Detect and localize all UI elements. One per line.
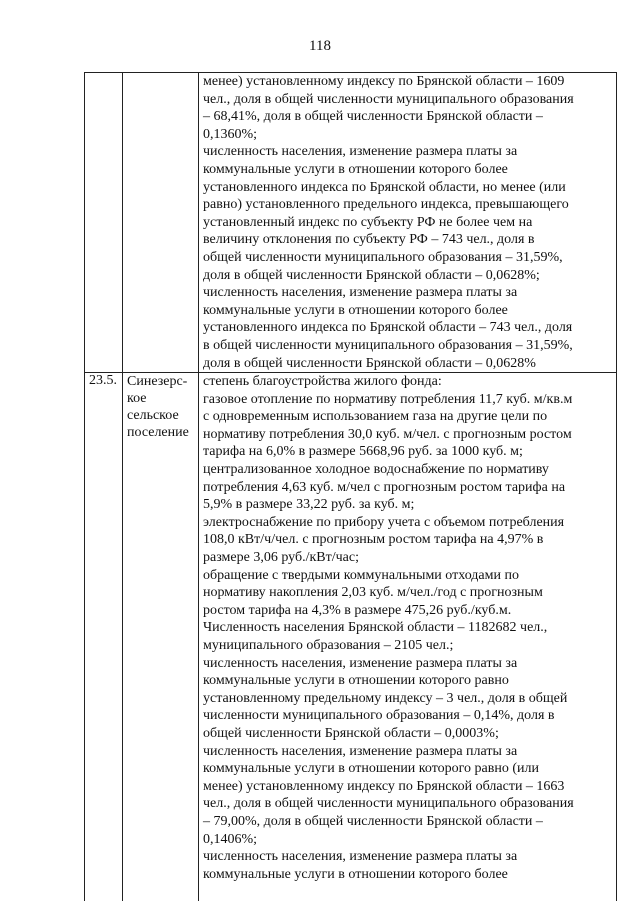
row-name-cell xyxy=(123,373,199,902)
row-number-cell xyxy=(85,73,123,373)
text-line: – 79,00%, доля в общей численности Брянской области – xyxy=(203,813,543,829)
text-line: численность населения, изменение размера платы за xyxy=(203,849,518,865)
text-line: установленного индекса по Брянской области, но менее (или xyxy=(203,179,566,195)
document-table xyxy=(84,72,617,901)
row-number-cell: 23.5. xyxy=(85,373,123,902)
text-line: поселение xyxy=(127,425,189,441)
text-line: менее) установленному индексу по Брянской области – 1609 xyxy=(203,74,565,89)
text-line: численность населения, изменение размера платы за xyxy=(203,655,518,671)
text-line: установленного индекса по Брянской области – 743 чел., доля xyxy=(203,320,573,336)
text-line: в общей численности муниципального образования – 31,59%, xyxy=(203,337,573,353)
text-line: численность населения, изменение размера платы за xyxy=(203,743,518,759)
text-line: чел., доля в общей численности муниципального образования xyxy=(203,91,574,107)
text-line: коммунальные услуги в отношении которого более xyxy=(203,866,508,882)
text-line: коммунальные услуги в отношении которого более xyxy=(203,161,508,177)
table-row xyxy=(85,373,617,902)
text-line: менее) установленному индексу по Брянской области – 1663 xyxy=(203,778,565,794)
text-line: 5,9% в размере 33,22 руб. за куб. м; xyxy=(203,497,415,513)
text-line: коммунальные услуги в отношении которого более xyxy=(203,302,508,318)
text-line: Синезерс- xyxy=(127,374,188,390)
text-line: Численность населения Брянской области – 1182682 чел., xyxy=(203,620,548,636)
text-line: 108,0 кВт/ч/чел. с прогнозным ростом тарифа на 4,97% в xyxy=(203,532,544,548)
text-line: потребления 4,63 куб. м/чел с прогнозным ростом тарифа на xyxy=(203,479,566,495)
text-line: – 68,41%, доля в общей численности Брянской области – xyxy=(203,109,543,125)
text-line: доля в общей численности Брянской области – 0,0628% xyxy=(203,355,536,371)
text-line: размере 3,06 руб./кВт/час; xyxy=(203,550,359,566)
text-line: численность населения, изменение размера платы за xyxy=(203,285,518,301)
text-line: установленный индекс по субъекту РФ не более чем на xyxy=(203,214,533,230)
text-line: общей численности муниципального образования – 31,59%, xyxy=(203,249,563,265)
text-line: степень благоустройства жилого фонда: xyxy=(203,374,442,390)
text-line: 0,1406%; xyxy=(203,831,258,847)
text-line: 0,1360%; xyxy=(203,126,258,142)
text-line: установленному предельному индексу – 3 чел., доля в общей xyxy=(203,690,568,706)
text-line: централизованное холодное водоснабжение по нормативу xyxy=(203,462,549,478)
text-line: коммунальные услуги в отношении которого равно (или xyxy=(203,761,539,777)
text-line: ростом тарифа на 4,3% в размере 475,26 руб./куб.м. xyxy=(203,602,512,618)
text-line: чел., доля в общей численности муниципального образования xyxy=(203,796,574,812)
table-row xyxy=(85,73,617,373)
text-line: муниципального образования – 2105 чел.; xyxy=(203,638,454,653)
text-line: равно) установленного предельного индекса, превышающего xyxy=(203,197,569,213)
text-line: доля в общей численности Брянской области – 0,0628%; xyxy=(203,267,540,283)
text-line: нормативу накопления 2,03 куб. м/чел./год с прогнозным xyxy=(203,585,543,601)
page-number: 118 xyxy=(309,38,331,54)
text-line: нормативу потребления 30,0 куб. м/чел. с прогнозным ростом xyxy=(203,426,572,442)
text-line: электроснабжение по прибору учета с объемом потребления xyxy=(203,514,565,530)
text-line: коммунальные услуги в отношении которого равно xyxy=(203,673,509,689)
text-line: с одновременным использованием газа на другие цели по xyxy=(203,409,548,425)
text-line: общей численности Брянской области – 0,0003%; xyxy=(203,725,499,741)
text-line: тарифа на 6,0% в размере 5668,96 руб. за 1000 куб. м; xyxy=(203,444,523,460)
text-line: обращение с твердыми коммунальными отходами по xyxy=(203,567,519,583)
text-line: численность населения, изменение размера платы за xyxy=(203,144,518,160)
row-name-cell xyxy=(123,73,199,373)
row-text-cell xyxy=(199,373,617,902)
text-line: сельское xyxy=(127,408,179,424)
text-line: газовое отопление по нормативу потребления 11,7 куб. м/кв.м xyxy=(203,391,573,407)
text-line: кое xyxy=(127,391,147,407)
text-line: величину отклонения по субъекту РФ – 743 чел., доля в xyxy=(203,232,535,248)
row-text-cell xyxy=(199,73,617,373)
text-line: численности муниципального образования – 0,14%, доля в xyxy=(203,708,555,724)
